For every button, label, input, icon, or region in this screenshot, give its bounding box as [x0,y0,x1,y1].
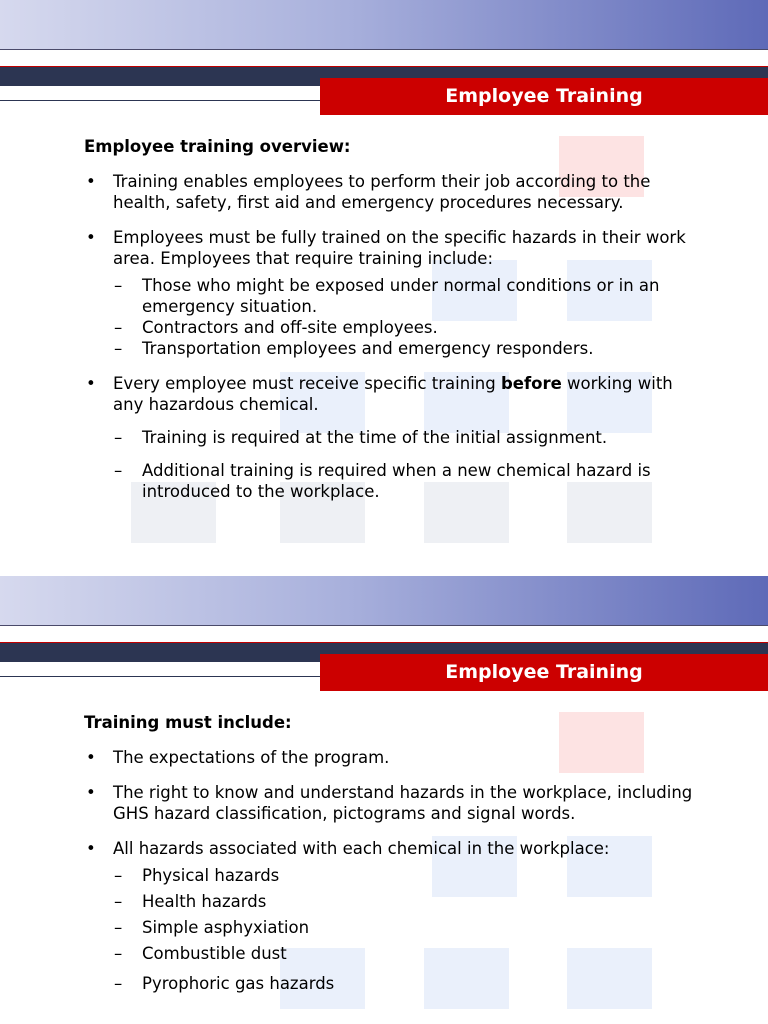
slide-title: Employee Training [320,654,768,691]
slide-body [84,136,704,502]
section-heading: Employee training overview: [84,137,351,156]
title-underline [0,676,320,677]
bullet-text: working with any hazardous chemical. [113,374,673,414]
slide-title: Employee Training [320,78,768,115]
header-divider [0,625,768,626]
sub-bullet-item: – Combustible dust [84,943,704,964]
header-divider [0,49,768,50]
sub-bullet-item: – Pyrophoric gas hazards [84,973,704,994]
bullet-item: • The right to know and understand hazards in the workplace, including GHS hazard classification, pictograms and signal words. [84,782,704,824]
bullet-item [84,373,704,415]
sub-bullet-item: – Additional training is required when a new chemical hazard is introduced to the workplace. [84,460,704,502]
bullet-item: • Training enables employees to perform their job according to the health, safety, first aid and emergency procedures necessary. [84,171,704,213]
bullet-emphasis: before [500,374,562,393]
sub-bullet-item: – Physical hazards [84,865,704,886]
bullet-text: Every employee must receive specific training [113,374,501,393]
bullet-item: • All hazards associated with each chemical in the workplace: [84,838,704,859]
slide-body [84,712,704,994]
sub-bullet-item: – Transportation employees and emergency responders. [84,338,704,359]
sub-bullet-item: – Contractors and off-site employees. [84,317,704,338]
bullet-item: • The expectations of the program. [84,747,704,768]
header-gradient [0,576,768,626]
sub-bullet-item: – Training is required at the time of the initial assignment. [84,427,704,448]
title-underline [0,100,320,101]
sub-bullet-item: – Simple asphyxiation [84,917,704,938]
slide-2 [0,576,768,1024]
sub-bullet-item: – Health hazards [84,891,704,912]
sub-bullet-item: – Those who might be exposed under normal conditions or in an emergency situation. [84,275,704,317]
header-gradient [0,0,768,50]
bullet-item: • Employees must be fully trained on the specific hazards in their work area. Employees that require training include: [84,227,704,269]
section-heading: Training must include: [84,713,292,732]
